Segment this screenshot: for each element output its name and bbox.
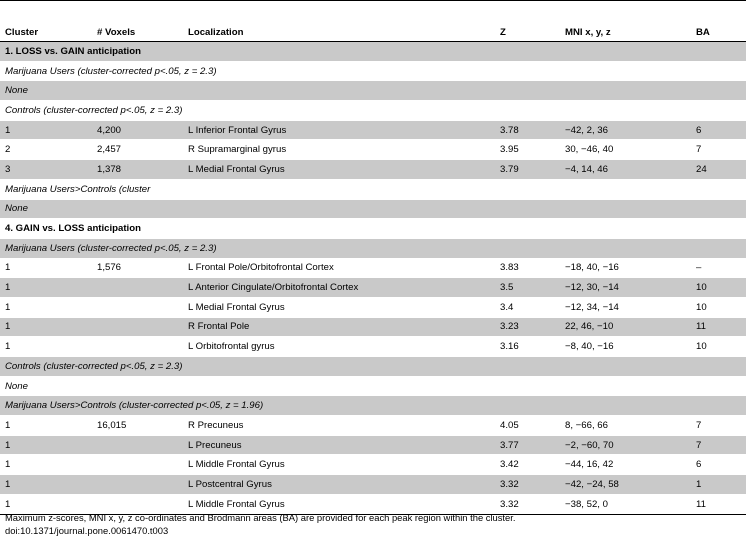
table-row bbox=[0, 278, 746, 298]
cell-z: 3.32 bbox=[495, 494, 560, 514]
cell-cluster: 1 bbox=[0, 258, 92, 278]
cell-ba: 10 bbox=[691, 297, 746, 317]
cell-z: 4.05 bbox=[495, 416, 560, 436]
cell-localization: L Orbitofrontal gyrus bbox=[183, 337, 495, 357]
cell-ba: 11 bbox=[691, 317, 746, 337]
cell-mni: −12, 30, −14 bbox=[560, 278, 691, 298]
section-heading-row bbox=[0, 219, 746, 239]
column-header-voxels: # Voxels bbox=[92, 23, 183, 42]
cell-mni: 8, −66, 66 bbox=[560, 416, 691, 436]
cell-z: 3.83 bbox=[495, 258, 560, 278]
footnote-text: Maximum z-scores, MNI x, y, z co-ordinates and Brodmann areas (BA) are provided for each peak region within the cluster. bbox=[5, 512, 515, 525]
cell-voxels bbox=[92, 317, 183, 337]
cell-localization: R Supramarginal gyrus bbox=[183, 140, 495, 160]
cell-cluster: 1 bbox=[0, 337, 92, 357]
cell-ba: – bbox=[691, 258, 746, 278]
cell-ba: 7 bbox=[691, 140, 746, 160]
cell-mni: −8, 40, −16 bbox=[560, 337, 691, 357]
cell-localization: L Anterior Cingulate/Orbitofrontal Cortex bbox=[183, 278, 495, 298]
cell-cluster: 1 bbox=[0, 416, 92, 436]
cell-mni: −12, 34, −14 bbox=[560, 297, 691, 317]
cell-mni: −44, 16, 42 bbox=[560, 455, 691, 475]
group-note-row bbox=[0, 179, 746, 199]
cell-ba: 7 bbox=[691, 435, 746, 455]
cell-voxels bbox=[92, 475, 183, 495]
cell-mni: −42, 2, 36 bbox=[560, 120, 691, 140]
table-row bbox=[0, 297, 746, 317]
cell-z: 3.78 bbox=[495, 120, 560, 140]
cell-localization: L Middle Frontal Gyrus bbox=[183, 494, 495, 514]
group-note-row bbox=[0, 376, 746, 396]
group-note: Marijuana Users>Controls (cluster bbox=[0, 179, 746, 199]
table-row bbox=[0, 435, 746, 455]
group-note-row bbox=[0, 238, 746, 258]
cell-mni: −18, 40, −16 bbox=[560, 258, 691, 278]
table-body bbox=[0, 42, 746, 515]
cell-mni: 22, 46, −10 bbox=[560, 317, 691, 337]
top-rule bbox=[0, 0, 746, 1]
cell-voxels bbox=[92, 297, 183, 317]
section-heading: 4. GAIN vs. LOSS anticipation bbox=[0, 219, 746, 239]
cell-localization: L Middle Frontal Gyrus bbox=[183, 455, 495, 475]
cell-voxels bbox=[92, 278, 183, 298]
cell-z: 3.5 bbox=[495, 278, 560, 298]
cell-ba: 6 bbox=[691, 455, 746, 475]
cell-ba: 6 bbox=[691, 120, 746, 140]
cell-z: 3.16 bbox=[495, 337, 560, 357]
section-heading: 1. LOSS vs. GAIN anticipation bbox=[0, 42, 746, 62]
cell-z: 3.42 bbox=[495, 455, 560, 475]
cell-voxels bbox=[92, 337, 183, 357]
cell-ba: 10 bbox=[691, 337, 746, 357]
group-note-row bbox=[0, 101, 746, 121]
group-note: Controls (cluster-corrected p<.05, z = 2.3) bbox=[0, 101, 746, 121]
group-note-row bbox=[0, 199, 746, 219]
table-row bbox=[0, 337, 746, 357]
table-row bbox=[0, 160, 746, 180]
cell-z: 3.23 bbox=[495, 317, 560, 337]
cell-voxels: 4,200 bbox=[92, 120, 183, 140]
cell-ba: 7 bbox=[691, 416, 746, 436]
cell-z: 3.79 bbox=[495, 160, 560, 180]
cell-voxels: 1,378 bbox=[92, 160, 183, 180]
group-note: None bbox=[0, 81, 746, 101]
cell-ba: 11 bbox=[691, 494, 746, 514]
cell-z: 3.32 bbox=[495, 475, 560, 495]
cell-localization: R Precuneus bbox=[183, 416, 495, 436]
cell-localization: L Frontal Pole/Orbitofrontal Cortex bbox=[183, 258, 495, 278]
cell-ba: 24 bbox=[691, 160, 746, 180]
table-row bbox=[0, 140, 746, 160]
cell-mni: −38, 52, 0 bbox=[560, 494, 691, 514]
table-row bbox=[0, 120, 746, 140]
table-row bbox=[0, 416, 746, 436]
cell-z: 3.95 bbox=[495, 140, 560, 160]
cell-voxels: 1,576 bbox=[92, 258, 183, 278]
cell-cluster: 1 bbox=[0, 297, 92, 317]
cell-localization: R Frontal Pole bbox=[183, 317, 495, 337]
column-header-mni: MNI x, y, z bbox=[560, 23, 691, 42]
table-row bbox=[0, 258, 746, 278]
cell-mni: 30, −46, 40 bbox=[560, 140, 691, 160]
group-note: None bbox=[0, 199, 746, 219]
cell-cluster: 1 bbox=[0, 278, 92, 298]
group-note-row bbox=[0, 396, 746, 416]
group-note-row bbox=[0, 81, 746, 101]
cell-voxels: 2,457 bbox=[92, 140, 183, 160]
group-note: Marijuana Users (cluster-corrected p<.05, z = 2.3) bbox=[0, 238, 746, 258]
table-footnote bbox=[5, 512, 515, 537]
cell-cluster: 1 bbox=[0, 455, 92, 475]
column-header-cluster: Cluster bbox=[0, 23, 92, 42]
group-note: Controls (cluster-corrected p<.05, z = 2.3) bbox=[0, 357, 746, 377]
column-header-z: Z bbox=[495, 23, 560, 42]
group-note-row bbox=[0, 61, 746, 81]
cell-cluster: 1 bbox=[0, 475, 92, 495]
table-header-row bbox=[0, 23, 746, 42]
group-note: None bbox=[0, 376, 746, 396]
cell-mni: −42, −24, 58 bbox=[560, 475, 691, 495]
cell-z: 3.4 bbox=[495, 297, 560, 317]
cell-voxels: 16,015 bbox=[92, 416, 183, 436]
cell-cluster: 1 bbox=[0, 317, 92, 337]
cell-localization: L Postcentral Gyrus bbox=[183, 475, 495, 495]
cell-voxels bbox=[92, 455, 183, 475]
table-row bbox=[0, 317, 746, 337]
section-heading-row bbox=[0, 42, 746, 62]
cell-z: 3.77 bbox=[495, 435, 560, 455]
cell-localization: L Medial Frontal Gyrus bbox=[183, 160, 495, 180]
cell-mni: −2, −60, 70 bbox=[560, 435, 691, 455]
cell-cluster: 3 bbox=[0, 160, 92, 180]
cell-cluster: 1 bbox=[0, 435, 92, 455]
column-header-localization: Localization bbox=[183, 23, 495, 42]
cell-ba: 10 bbox=[691, 278, 746, 298]
cell-localization: L Medial Frontal Gyrus bbox=[183, 297, 495, 317]
cell-voxels bbox=[92, 435, 183, 455]
table-row bbox=[0, 475, 746, 495]
group-note-row bbox=[0, 357, 746, 377]
cell-cluster: 1 bbox=[0, 120, 92, 140]
column-header-ba: BA bbox=[691, 23, 746, 42]
table-row bbox=[0, 455, 746, 475]
cell-mni: −4, 14, 46 bbox=[560, 160, 691, 180]
results-table bbox=[0, 23, 746, 515]
cell-localization: L Precuneus bbox=[183, 435, 495, 455]
footnote-doi: doi:10.1371/journal.pone.0061470.t003 bbox=[5, 525, 515, 537]
group-note: Marijuana Users (cluster-corrected p<.05, z = 2.3) bbox=[0, 61, 746, 81]
cell-cluster: 1 bbox=[0, 494, 92, 514]
cell-cluster: 2 bbox=[0, 140, 92, 160]
cell-ba: 1 bbox=[691, 475, 746, 495]
cell-localization: L Inferior Frontal Gyrus bbox=[183, 120, 495, 140]
group-note: Marijuana Users>Controls (cluster-corrected p<.05, z = 1.96) bbox=[0, 396, 746, 416]
